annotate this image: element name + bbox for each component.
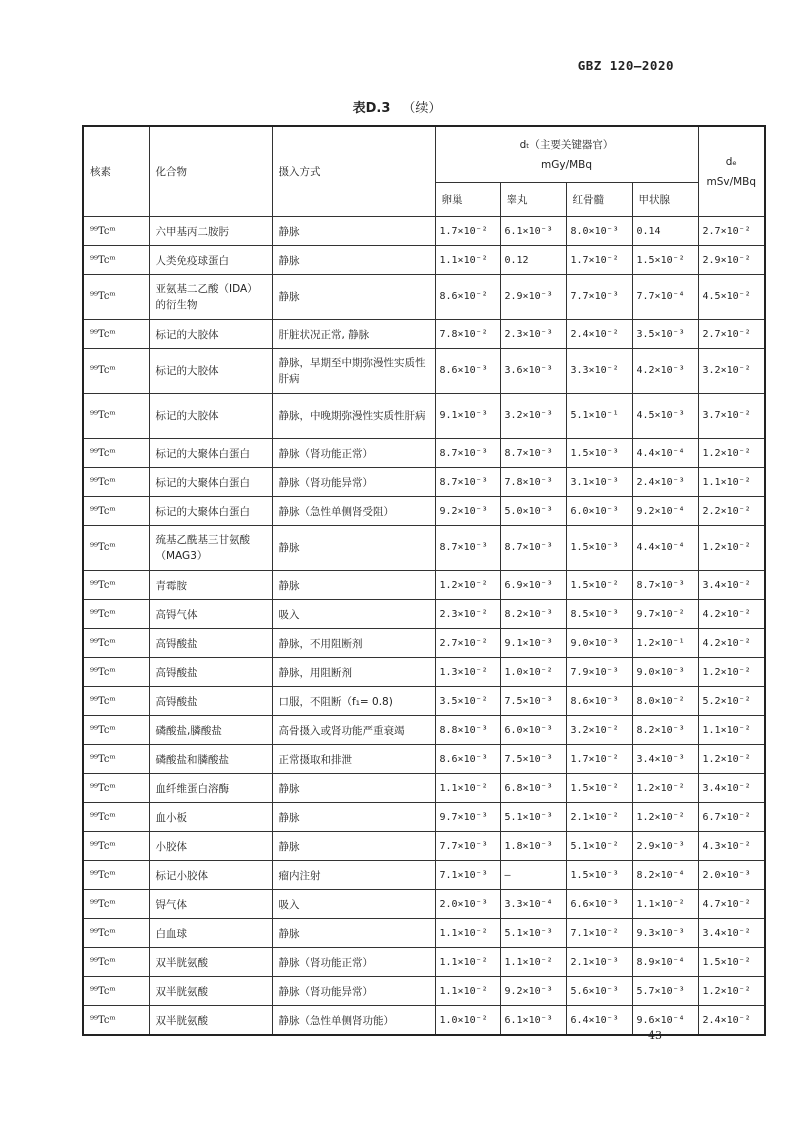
cell-testis: 0.12 — [500, 246, 566, 275]
cell-effective-dose: 1.2×10⁻² — [698, 526, 765, 571]
cell-effective-dose: 3.2×10⁻² — [698, 349, 765, 394]
cell-testis: 9.1×10⁻³ — [500, 629, 566, 658]
page-number: 43 — [648, 1029, 662, 1042]
cell-nuclide: ⁹⁹Tcᵐ — [83, 439, 149, 468]
cell-testis: 3.6×10⁻³ — [500, 349, 566, 394]
col-header-testis: 睾丸 — [500, 183, 566, 217]
cell-testis: 8.7×10⁻³ — [500, 439, 566, 468]
cell-nuclide: ⁹⁹Tcᵐ — [83, 246, 149, 275]
cell-testis: 2.9×10⁻³ — [500, 275, 566, 320]
cell-intake: 静脉，不用阻断剂 — [272, 629, 435, 658]
table-row — [83, 745, 765, 774]
cell-intake: 静脉，用阻断剂 — [272, 658, 435, 687]
cell-ovary: 2.7×10⁻² — [435, 629, 500, 658]
cell-thyroid: 8.9×10⁻⁴ — [632, 948, 698, 977]
cell-ovary: 3.5×10⁻² — [435, 687, 500, 716]
cell-effective-dose: 2.0×10⁻³ — [698, 861, 765, 890]
cell-effective-dose: 3.7×10⁻² — [698, 394, 765, 439]
cell-thyroid: 9.7×10⁻² — [632, 600, 698, 629]
cell-red-marrow: 2.1×10⁻² — [566, 803, 632, 832]
cell-nuclide: ⁹⁹Tcᵐ — [83, 526, 149, 571]
cell-thyroid: 7.7×10⁻⁴ — [632, 275, 698, 320]
cell-ovary: 7.1×10⁻³ — [435, 861, 500, 890]
cell-thyroid: 3.5×10⁻³ — [632, 320, 698, 349]
cell-red-marrow: 3.1×10⁻³ — [566, 468, 632, 497]
cell-nuclide: ⁹⁹Tcᵐ — [83, 600, 149, 629]
table-row — [83, 526, 765, 571]
cell-nuclide: ⁹⁹Tcᵐ — [83, 394, 149, 439]
cell-compound: 白血球 — [149, 919, 272, 948]
table-row — [83, 774, 765, 803]
cell-compound: 标记的大聚体白蛋白 — [149, 497, 272, 526]
cell-red-marrow: 2.4×10⁻² — [566, 320, 632, 349]
cell-ovary: 2.0×10⁻³ — [435, 890, 500, 919]
dose-table — [82, 125, 766, 1036]
cell-thyroid: 8.7×10⁻³ — [632, 571, 698, 600]
cell-effective-dose: 1.2×10⁻² — [698, 977, 765, 1006]
cell-intake: 静脉（肾功能异常） — [272, 977, 435, 1006]
table-row — [83, 600, 765, 629]
cell-thyroid: 2.4×10⁻³ — [632, 468, 698, 497]
cell-effective-dose: 6.7×10⁻² — [698, 803, 765, 832]
cell-thyroid: 4.2×10⁻³ — [632, 349, 698, 394]
effective-dose-symbol: dₑ — [725, 155, 737, 168]
cell-ovary: 7.8×10⁻² — [435, 320, 500, 349]
cell-nuclide: ⁹⁹Tcᵐ — [83, 497, 149, 526]
cell-nuclide: ⁹⁹Tcᵐ — [83, 629, 149, 658]
cell-red-marrow: 5.1×10⁻¹ — [566, 394, 632, 439]
cell-thyroid: 8.2×10⁻⁴ — [632, 861, 698, 890]
cell-intake: 静脉 — [272, 774, 435, 803]
cell-thyroid: 9.0×10⁻³ — [632, 658, 698, 687]
absorbed-dose-title: dₜ（主要关键器官） — [519, 138, 614, 151]
cell-effective-dose: 1.2×10⁻² — [698, 745, 765, 774]
cell-testis: 6.9×10⁻³ — [500, 571, 566, 600]
cell-ovary: 8.8×10⁻³ — [435, 716, 500, 745]
table-row — [83, 217, 765, 246]
col-header-intake: 摄入方式 — [272, 126, 435, 217]
cell-intake: 瘤内注射 — [272, 861, 435, 890]
cell-intake: 静脉（肾功能正常） — [272, 948, 435, 977]
cell-nuclide: ⁹⁹Tcᵐ — [83, 468, 149, 497]
cell-ovary: 8.6×10⁻³ — [435, 745, 500, 774]
cell-compound: 青霉胺 — [149, 571, 272, 600]
cell-effective-dose: 2.7×10⁻² — [698, 217, 765, 246]
cell-intake: 静脉 — [272, 803, 435, 832]
cell-nuclide: ⁹⁹Tcᵐ — [83, 948, 149, 977]
cell-testis: 5.0×10⁻³ — [500, 497, 566, 526]
cell-nuclide: ⁹⁹Tcᵐ — [83, 571, 149, 600]
cell-ovary: 1.1×10⁻² — [435, 774, 500, 803]
cell-ovary: 9.2×10⁻³ — [435, 497, 500, 526]
cell-intake: 静脉（肾功能正常） — [272, 439, 435, 468]
cell-thyroid: 1.1×10⁻² — [632, 890, 698, 919]
cell-compound: 双半胱氨酸 — [149, 977, 272, 1006]
cell-thyroid: 1.2×10⁻¹ — [632, 629, 698, 658]
cell-intake: 静脉 — [272, 246, 435, 275]
cell-nuclide: ⁹⁹Tcᵐ — [83, 275, 149, 320]
cell-compound: 双半胱氨酸 — [149, 1006, 272, 1036]
cell-effective-dose: 2.7×10⁻² — [698, 320, 765, 349]
cell-compound: 六甲基丙二胺肟 — [149, 217, 272, 246]
cell-compound: 双半胱氨酸 — [149, 948, 272, 977]
effective-dose-unit: mSv/MBq — [706, 175, 757, 188]
cell-effective-dose: 3.4×10⁻² — [698, 919, 765, 948]
table-row — [83, 977, 765, 1006]
cell-compound: 巯基乙酰基三甘氨酸（MAG3） — [149, 526, 272, 571]
cell-intake: 静脉 — [272, 571, 435, 600]
table-row — [83, 832, 765, 861]
cell-thyroid: 0.14 — [632, 217, 698, 246]
col-header-effective-dose — [698, 126, 765, 217]
cell-effective-dose: 4.2×10⁻² — [698, 600, 765, 629]
table-row — [83, 948, 765, 977]
cell-testis: 6.0×10⁻³ — [500, 716, 566, 745]
cell-red-marrow: 6.0×10⁻³ — [566, 497, 632, 526]
cell-thyroid: 9.3×10⁻³ — [632, 919, 698, 948]
cell-intake: 正常摄取和排泄 — [272, 745, 435, 774]
table-row — [83, 1006, 765, 1036]
cell-ovary: 1.3×10⁻² — [435, 658, 500, 687]
cell-ovary: 1.7×10⁻² — [435, 217, 500, 246]
cell-thyroid: 9.2×10⁻⁴ — [632, 497, 698, 526]
col-header-ovary: 卵巢 — [435, 183, 500, 217]
cell-testis: — — [500, 861, 566, 890]
cell-effective-dose: 1.2×10⁻² — [698, 439, 765, 468]
cell-effective-dose: 2.2×10⁻² — [698, 497, 765, 526]
cell-ovary: 1.1×10⁻² — [435, 246, 500, 275]
cell-effective-dose: 4.2×10⁻² — [698, 629, 765, 658]
cell-testis: 1.8×10⁻³ — [500, 832, 566, 861]
cell-nuclide: ⁹⁹Tcᵐ — [83, 774, 149, 803]
cell-ovary: 8.7×10⁻³ — [435, 526, 500, 571]
cell-red-marrow: 1.5×10⁻² — [566, 571, 632, 600]
cell-ovary: 1.1×10⁻² — [435, 948, 500, 977]
cell-testis: 1.1×10⁻² — [500, 948, 566, 977]
cell-intake: 肝脏状况正常, 静脉 — [272, 320, 435, 349]
cell-compound: 高锝酸盐 — [149, 687, 272, 716]
cell-red-marrow: 2.1×10⁻³ — [566, 948, 632, 977]
cell-compound: 血小板 — [149, 803, 272, 832]
cell-effective-dose: 4.3×10⁻² — [698, 832, 765, 861]
cell-compound: 高锝酸盐 — [149, 629, 272, 658]
table-row — [83, 468, 765, 497]
table-row — [83, 890, 765, 919]
cell-nuclide: ⁹⁹Tcᵐ — [83, 1006, 149, 1036]
cell-red-marrow: 8.6×10⁻³ — [566, 687, 632, 716]
cell-thyroid: 4.4×10⁻⁴ — [632, 439, 698, 468]
cell-testis: 2.3×10⁻³ — [500, 320, 566, 349]
cell-compound: 磷酸盐和膦酸盐 — [149, 745, 272, 774]
table-row — [83, 919, 765, 948]
cell-testis: 1.0×10⁻² — [500, 658, 566, 687]
cell-red-marrow: 1.5×10⁻³ — [566, 861, 632, 890]
cell-thyroid: 2.9×10⁻³ — [632, 832, 698, 861]
cell-effective-dose: 1.5×10⁻² — [698, 948, 765, 977]
cell-ovary: 1.1×10⁻² — [435, 977, 500, 1006]
cell-red-marrow: 1.7×10⁻² — [566, 745, 632, 774]
cell-intake: 静脉（急性单侧肾功能） — [272, 1006, 435, 1036]
table-row — [83, 658, 765, 687]
cell-intake: 静脉 — [272, 526, 435, 571]
cell-intake: 高骨摄入或肾功能严重衰竭 — [272, 716, 435, 745]
cell-intake: 吸入 — [272, 600, 435, 629]
cell-thyroid: 8.2×10⁻³ — [632, 716, 698, 745]
cell-ovary: 8.7×10⁻³ — [435, 468, 500, 497]
cell-red-marrow: 1.5×10⁻² — [566, 774, 632, 803]
cell-red-marrow: 9.0×10⁻³ — [566, 629, 632, 658]
cell-compound: 标记小胶体 — [149, 861, 272, 890]
cell-intake: 静脉（肾功能异常） — [272, 468, 435, 497]
cell-red-marrow: 3.3×10⁻² — [566, 349, 632, 394]
table-row — [83, 497, 765, 526]
cell-testis: 8.7×10⁻³ — [500, 526, 566, 571]
cell-compound: 标记的大胶体 — [149, 349, 272, 394]
cell-testis: 8.2×10⁻³ — [500, 600, 566, 629]
cell-ovary: 9.1×10⁻³ — [435, 394, 500, 439]
cell-thyroid: 4.4×10⁻⁴ — [632, 526, 698, 571]
table-body — [83, 217, 765, 1036]
cell-intake: 静脉，早期至中期弥漫性实质性肝病 — [272, 349, 435, 394]
table-row — [83, 320, 765, 349]
cell-compound: 血纤维蛋白溶酶 — [149, 774, 272, 803]
table-row — [83, 861, 765, 890]
cell-intake: 口服，不阻断（f₁= 0.8) — [272, 687, 435, 716]
cell-nuclide: ⁹⁹Tcᵐ — [83, 919, 149, 948]
cell-compound: 标记的大聚体白蛋白 — [149, 439, 272, 468]
cell-effective-dose: 2.9×10⁻² — [698, 246, 765, 275]
cell-compound: 磷酸盐,膦酸盐 — [149, 716, 272, 745]
cell-compound: 人类免疫球蛋白 — [149, 246, 272, 275]
cell-effective-dose: 4.5×10⁻² — [698, 275, 765, 320]
table-row — [83, 803, 765, 832]
cell-nuclide: ⁹⁹Tcᵐ — [83, 687, 149, 716]
cell-testis: 3.3×10⁻⁴ — [500, 890, 566, 919]
cell-nuclide: ⁹⁹Tcᵐ — [83, 977, 149, 1006]
cell-compound: 锝气体 — [149, 890, 272, 919]
cell-red-marrow: 1.5×10⁻³ — [566, 439, 632, 468]
col-header-red-marrow: 红骨髓 — [566, 183, 632, 217]
cell-effective-dose: 3.4×10⁻² — [698, 571, 765, 600]
col-header-absorbed-dose — [435, 126, 698, 183]
cell-compound: 亚氨基二乙酸（IDA）的衍生物 — [149, 275, 272, 320]
cell-testis: 9.2×10⁻³ — [500, 977, 566, 1006]
table-row — [83, 349, 765, 394]
cell-thyroid: 9.6×10⁻⁴ — [632, 1006, 698, 1036]
cell-red-marrow: 8.0×10⁻³ — [566, 217, 632, 246]
cell-ovary: 8.6×10⁻² — [435, 275, 500, 320]
cell-testis: 3.2×10⁻³ — [500, 394, 566, 439]
cell-nuclide: ⁹⁹Tcᵐ — [83, 716, 149, 745]
cell-testis: 6.1×10⁻³ — [500, 217, 566, 246]
cell-red-marrow: 6.6×10⁻³ — [566, 890, 632, 919]
cell-nuclide: ⁹⁹Tcᵐ — [83, 890, 149, 919]
cell-nuclide: ⁹⁹Tcᵐ — [83, 745, 149, 774]
table-title — [0, 97, 794, 116]
cell-compound: 小胶体 — [149, 832, 272, 861]
cell-red-marrow: 6.4×10⁻³ — [566, 1006, 632, 1036]
cell-thyroid: 4.5×10⁻³ — [632, 394, 698, 439]
cell-red-marrow: 7.7×10⁻³ — [566, 275, 632, 320]
cell-red-marrow: 7.9×10⁻³ — [566, 658, 632, 687]
cell-compound: 高锝气体 — [149, 600, 272, 629]
cell-testis: 5.1×10⁻³ — [500, 919, 566, 948]
table-row — [83, 275, 765, 320]
cell-nuclide: ⁹⁹Tcᵐ — [83, 832, 149, 861]
cell-nuclide: ⁹⁹Tcᵐ — [83, 861, 149, 890]
col-header-compound: 化合物 — [149, 126, 272, 217]
cell-testis: 7.5×10⁻³ — [500, 745, 566, 774]
cell-ovary: 1.0×10⁻² — [435, 1006, 500, 1036]
cell-testis: 5.1×10⁻³ — [500, 803, 566, 832]
table-title-label: 表D.3 — [352, 101, 391, 116]
cell-thyroid: 8.0×10⁻² — [632, 687, 698, 716]
cell-red-marrow: 3.2×10⁻² — [566, 716, 632, 745]
cell-nuclide: ⁹⁹Tcᵐ — [83, 658, 149, 687]
cell-intake: 静脉 — [272, 832, 435, 861]
col-header-nuclide: 核素 — [83, 126, 149, 217]
cell-red-marrow: 5.1×10⁻² — [566, 832, 632, 861]
cell-nuclide: ⁹⁹Tcᵐ — [83, 803, 149, 832]
cell-nuclide: ⁹⁹Tcᵐ — [83, 349, 149, 394]
cell-intake: 吸入 — [272, 890, 435, 919]
standard-code: GBZ 120—2020 — [577, 58, 674, 73]
col-header-thyroid: 甲状腺 — [632, 183, 698, 217]
table-title-continued: （续） — [402, 101, 442, 116]
cell-testis: 6.1×10⁻³ — [500, 1006, 566, 1036]
table-row — [83, 394, 765, 439]
cell-intake: 静脉 — [272, 217, 435, 246]
cell-thyroid: 5.7×10⁻³ — [632, 977, 698, 1006]
cell-thyroid: 1.2×10⁻² — [632, 803, 698, 832]
cell-effective-dose: 3.4×10⁻² — [698, 774, 765, 803]
cell-red-marrow: 1.7×10⁻² — [566, 246, 632, 275]
cell-nuclide: ⁹⁹Tcᵐ — [83, 217, 149, 246]
cell-ovary: 1.1×10⁻² — [435, 919, 500, 948]
cell-compound: 标记的大胶体 — [149, 320, 272, 349]
table-row — [83, 716, 765, 745]
cell-red-marrow: 5.6×10⁻³ — [566, 977, 632, 1006]
cell-ovary: 8.6×10⁻³ — [435, 349, 500, 394]
cell-thyroid: 1.5×10⁻² — [632, 246, 698, 275]
cell-effective-dose: 2.4×10⁻² — [698, 1006, 765, 1036]
table-row — [83, 687, 765, 716]
cell-intake: 静脉，中晚期弥漫性实质性肝病 — [272, 394, 435, 439]
cell-compound: 标记的大胶体 — [149, 394, 272, 439]
cell-intake: 静脉 — [272, 919, 435, 948]
cell-effective-dose: 5.2×10⁻² — [698, 687, 765, 716]
cell-ovary: 9.7×10⁻³ — [435, 803, 500, 832]
cell-ovary: 7.7×10⁻³ — [435, 832, 500, 861]
table-row — [83, 571, 765, 600]
table-row — [83, 439, 765, 468]
cell-testis: 6.8×10⁻³ — [500, 774, 566, 803]
cell-effective-dose: 4.7×10⁻² — [698, 890, 765, 919]
cell-intake: 静脉 — [272, 275, 435, 320]
cell-red-marrow: 8.5×10⁻³ — [566, 600, 632, 629]
cell-thyroid: 1.2×10⁻² — [632, 774, 698, 803]
cell-compound: 高锝酸盐 — [149, 658, 272, 687]
cell-ovary: 1.2×10⁻² — [435, 571, 500, 600]
cell-ovary: 2.3×10⁻² — [435, 600, 500, 629]
table-row — [83, 629, 765, 658]
cell-testis: 7.5×10⁻³ — [500, 687, 566, 716]
cell-effective-dose: 1.2×10⁻² — [698, 658, 765, 687]
cell-compound: 标记的大聚体白蛋白 — [149, 468, 272, 497]
absorbed-dose-unit: mGy/MBq — [540, 158, 593, 171]
cell-red-marrow: 7.1×10⁻² — [566, 919, 632, 948]
cell-thyroid: 3.4×10⁻³ — [632, 745, 698, 774]
cell-effective-dose: 1.1×10⁻² — [698, 716, 765, 745]
cell-ovary: 8.7×10⁻³ — [435, 439, 500, 468]
cell-effective-dose: 1.1×10⁻² — [698, 468, 765, 497]
table-row — [83, 246, 765, 275]
cell-intake: 静脉（急性单侧肾受阻） — [272, 497, 435, 526]
cell-nuclide: ⁹⁹Tcᵐ — [83, 320, 149, 349]
cell-testis: 7.8×10⁻³ — [500, 468, 566, 497]
cell-red-marrow: 1.5×10⁻³ — [566, 526, 632, 571]
